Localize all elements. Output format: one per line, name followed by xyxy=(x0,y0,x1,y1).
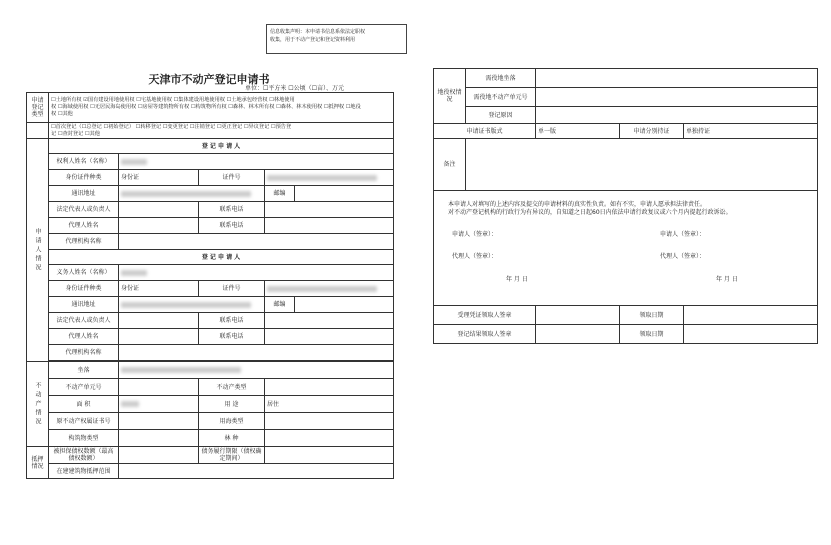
obligor-header: 登 记 申 请 人 xyxy=(49,250,394,265)
form-title: 天津市不动产登记申请书 xyxy=(148,73,270,86)
postcode-label: 邮编 xyxy=(265,186,295,202)
cert-receive-date-label: 领取日期 xyxy=(620,306,684,325)
split-cert-label: 申请分别持证 xyxy=(620,124,684,139)
redacted-address xyxy=(121,191,251,197)
obligor-legal-rep-label: 法定代表人或负责人 xyxy=(49,313,119,329)
reason-label: 登记原因 xyxy=(466,107,536,124)
application-type-label: 申请登记类型 xyxy=(27,93,49,123)
declaration-line-2: 对不动产登记机构的行政行为有异议的，自知道之日起60日内依法申请行政复议或六个月内提起行政诉讼。 xyxy=(448,209,732,216)
app-type-line-3: 权 ☐其他 xyxy=(51,111,73,117)
obligor-postcode-label: 邮编 xyxy=(265,297,295,313)
sea-type-label: 用海类型 xyxy=(199,413,265,430)
app-type-line-4: ☐首次登记（☐总登记 ☐初始登记） ☐转移登记 ☐变更登记 ☐注销登记 ☐更正登记 ☐异议登记 ☐预告登 xyxy=(51,123,292,130)
structure-type-label: 构筑物类型 xyxy=(49,430,119,447)
servient-location-label: 需役地坐落 xyxy=(466,69,536,88)
property-type-label: 不动产类型 xyxy=(199,379,265,396)
mortgage-section-label: 抵押情况 xyxy=(27,447,49,479)
redacted-id xyxy=(267,175,377,181)
applicant-signature-left: 申请人（签章）： xyxy=(452,231,498,238)
redacted-obligor-id xyxy=(267,286,377,292)
rights-holder-name-label: 权利人姓名（名称） xyxy=(49,154,119,170)
application-table xyxy=(26,92,394,479)
location-label: 坐落 xyxy=(49,362,119,379)
obligor-address-label: 通讯地址 xyxy=(49,297,119,313)
info-collection-notice xyxy=(266,24,407,54)
date-left: 年 月 日 xyxy=(506,276,528,283)
obligor-id-type-label: 身份证件种类 xyxy=(49,281,119,297)
use-label: 用 途 xyxy=(199,396,265,413)
easement-label: 地役权情况 xyxy=(434,69,466,124)
address-label: 通讯地址 xyxy=(49,186,119,202)
notice-line-1: 信息收集声明：本申请书信息系依法定职权 xyxy=(270,29,366,35)
application-form-page xyxy=(23,16,395,529)
applicant-signature-right: 申请人（签章）： xyxy=(660,231,706,238)
id-type-label: 身份证件种类 xyxy=(49,170,119,186)
declaration-line-1: 本申请人对填写的上述内容及提交的申请材料的真实性负责。如有不实，申请人愿承担法律责任。 xyxy=(448,201,707,208)
construction-scope-label: 在建建筑物抵押范围 xyxy=(49,464,119,479)
applicant-section-label: 申请人情况 xyxy=(27,139,49,362)
obligor-agent-label: 代理人姓名 xyxy=(49,329,119,345)
application-form-page-2 xyxy=(424,59,824,357)
legal-rep-label: 法定代表人或负责人 xyxy=(49,202,119,218)
property-section-label: 不动产情况 xyxy=(27,362,49,447)
agent-signature-left: 代理人（签章）： xyxy=(452,253,498,260)
secured-amount-label: 被担保债权数额（最高债权数额） xyxy=(49,447,119,464)
app-type-line-1: ☐土地所有权 ☑国有建设用地使用权 ☐宅基地使用权 ☐集体建设用地使用权 ☐土地承包经营权 ☐林地使用 xyxy=(51,97,295,103)
forest-type-label: 林 种 xyxy=(199,430,265,447)
orig-cert-label: 原不动产权属证书号 xyxy=(49,413,119,430)
cert-receiver-label: 受理凭证领取人签章 xyxy=(434,306,536,325)
redacted-obligor-address xyxy=(121,302,251,308)
servient-unit-label: 需役地不动产单元号 xyxy=(466,88,536,107)
obligor-name-label: 义务人姓名（名称） xyxy=(49,265,119,281)
remarks-label: 备注 xyxy=(434,139,466,191)
agency-name-label: 代理机构名称 xyxy=(49,234,119,250)
app-type-line-5: 记 ☐查封登记 ☐其他 xyxy=(51,130,100,137)
redacted-name xyxy=(121,159,147,165)
redacted-location xyxy=(121,367,241,373)
obligor-id-number-label: 证件号 xyxy=(199,281,265,297)
phone-label: 联系电话 xyxy=(199,202,265,218)
debt-term-label: 债务履行期限（债权确定期间） xyxy=(199,447,265,464)
app-type-line-2: 权 ☐海域使用权 ☐无居民海岛使用权 ☐房屋等建筑物所有权 ☐构筑物所有权 ☐森林、林木所有权 ☐森林、林木使用权 ☐抵押权 ☐地役 xyxy=(51,104,361,110)
cert-form-value: 单一版 xyxy=(536,124,620,139)
agent-signature-right: 代理人（签章）： xyxy=(660,253,706,260)
obligor-agency-label: 代理机构名称 xyxy=(49,345,119,361)
obligor-agent-phone-label: 联系电话 xyxy=(199,329,265,345)
date-right: 年 月 日 xyxy=(716,276,738,283)
rights-holder-header: 登 记 申 请 人 xyxy=(49,139,394,154)
obligor-phone-label: 联系电话 xyxy=(199,313,265,329)
obligor-id-type-value: 身份证 xyxy=(119,281,199,297)
id-type-value: 身份证 xyxy=(119,170,199,186)
redacted-obligor xyxy=(121,270,147,276)
unit-line: 单位：☐平方米 ☐公顷（☐亩）、万元 xyxy=(245,85,345,92)
use-value: 居住 xyxy=(265,396,394,413)
result-receive-date-label: 领取日期 xyxy=(620,325,684,344)
unit-number-label: 不动产单元号 xyxy=(49,379,119,396)
easement-table xyxy=(433,68,818,344)
result-receiver-label: 登记结果领取人签章 xyxy=(434,325,536,344)
area-label: 面 积 xyxy=(49,396,119,413)
id-number-label: 证件号 xyxy=(199,170,265,186)
declaration-text xyxy=(448,201,798,217)
redacted-area xyxy=(121,401,139,407)
agent-name-label: 代理人姓名 xyxy=(49,218,119,234)
split-cert-value: 单独持证 xyxy=(684,124,818,139)
cert-form-label: 申请证书版式 xyxy=(434,124,536,139)
agent-phone-label: 联系电话 xyxy=(199,218,265,234)
notice-line-2: 收集，用于不动产登记和登记资料利用 xyxy=(270,37,356,43)
